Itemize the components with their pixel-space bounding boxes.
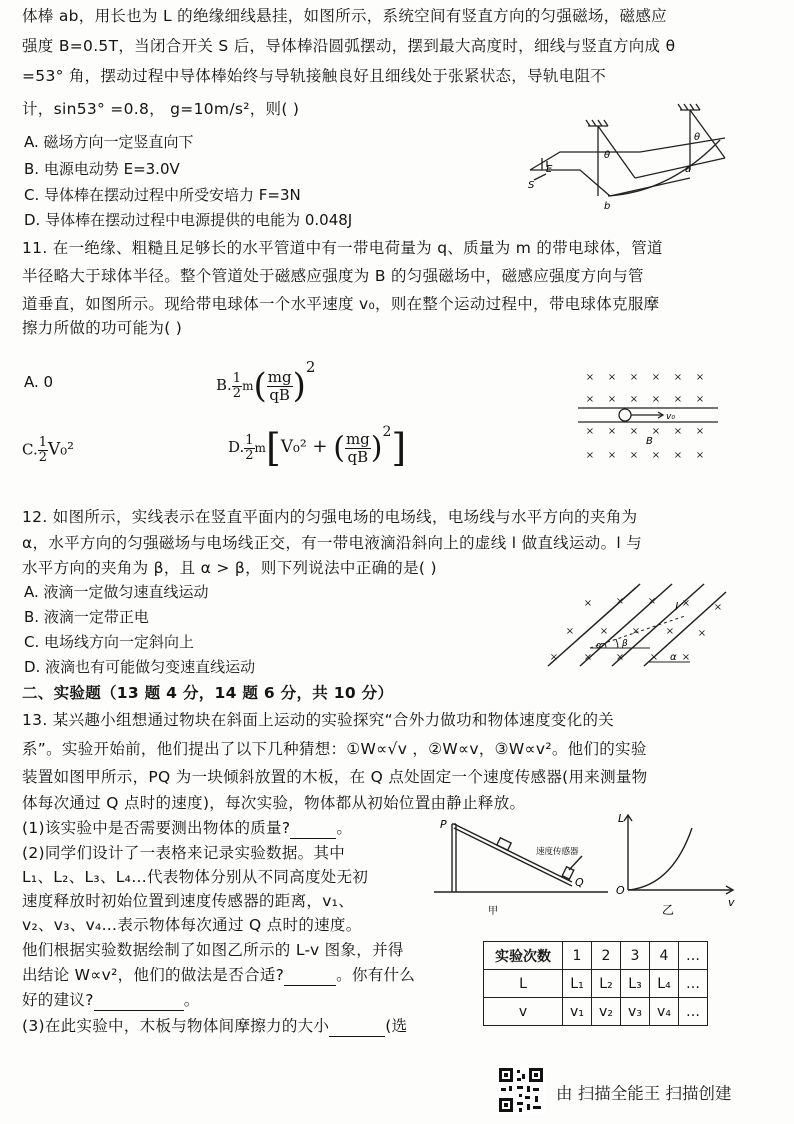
svg-text:×: × bbox=[673, 394, 683, 405]
table-header-cell: 2 bbox=[592, 942, 621, 970]
q11-magnetic-field-crosses bbox=[586, 372, 704, 461]
q13-caption-jia: 甲 bbox=[488, 906, 498, 917]
q13-caption-yi: 乙 bbox=[662, 903, 675, 917]
q10-text-line-2: 强度 B=0.5T，当闭合开关 S 后，导体棒沿圆弧摆动，摆到最大高度时，细线与竖直方向成 θ bbox=[22, 37, 676, 55]
q13-text-line-3: 装置如图甲所示，PQ 为一块倾斜放置的木板，在 Q 点处固定一个速度传感器(用来测量物 bbox=[22, 768, 648, 786]
q13-data-table bbox=[483, 941, 708, 1026]
svg-text:×: × bbox=[607, 450, 617, 461]
q13-sub-2-line-7 bbox=[22, 990, 200, 1011]
table-cell: … bbox=[679, 970, 708, 998]
q10-text-line-1: 体棒 ab，用长也为 L 的绝缘细线悬挂，如图所示，系统空间有竖直方向的匀强磁场，磁感应 bbox=[22, 7, 667, 25]
table-header-cell: 4 bbox=[650, 942, 679, 970]
table-cell: v₄ bbox=[650, 998, 679, 1026]
table-row bbox=[484, 998, 708, 1026]
q11-d-qb: qB bbox=[347, 447, 369, 466]
q11-b-frac-num: 1 bbox=[232, 370, 242, 386]
table-cell: … bbox=[679, 998, 708, 1026]
q11-b-mass: m bbox=[242, 379, 254, 393]
q11-option-b: B. $\frac{1}{2}$ m( $\frac{mg}{qB}$ )$^2$ bbox=[216, 358, 316, 406]
q13-label-q: Q bbox=[575, 876, 584, 889]
q11-d-v0sq: V₀² bbox=[280, 437, 307, 457]
svg-text:×: × bbox=[585, 426, 595, 437]
qr-code-icon bbox=[497, 1066, 545, 1114]
svg-text:×: × bbox=[695, 394, 705, 405]
q12-field-crosses bbox=[550, 596, 722, 663]
svg-text:×: × bbox=[673, 426, 683, 437]
q10-label-b: b bbox=[604, 201, 611, 212]
q10-option-d: D. 导体棒在摆动过程中电源提供的电能为 0.048J bbox=[24, 211, 353, 229]
q13-sub-2-line-6-text: 出结论 W∝v²，他们的做法是否合适? bbox=[22, 966, 285, 984]
svg-text:×: × bbox=[607, 372, 617, 383]
q10-label-e: E bbox=[546, 164, 553, 175]
q11-option-a: A. 0 bbox=[24, 373, 54, 391]
q12-option-c: C. 电场线方向一定斜向上 bbox=[24, 633, 195, 651]
svg-text:×: × bbox=[629, 372, 639, 383]
svg-text:×: × bbox=[673, 372, 683, 383]
table-cell: L bbox=[484, 970, 563, 998]
q10-text-line-4: 计，sin53° =0.8， g=10m/s²，则( ) bbox=[22, 100, 300, 118]
svg-text:×: × bbox=[583, 598, 593, 609]
q11-d-mg: mg bbox=[345, 429, 370, 448]
q10-label-s: S bbox=[528, 180, 535, 191]
svg-text:×: × bbox=[615, 652, 625, 663]
q11-d-frac-den: 2 bbox=[245, 447, 254, 463]
svg-text:×: × bbox=[697, 628, 707, 639]
svg-text:×: × bbox=[629, 394, 639, 405]
q13-label-l-axis: L bbox=[618, 812, 625, 825]
q13-figure-yi bbox=[612, 812, 738, 926]
svg-text:×: × bbox=[631, 626, 641, 637]
section-2-title: 二、实验题（13 题 4 分，14 题 6 分，共 10 分） bbox=[22, 684, 394, 702]
q11-option-d-prefix: D. bbox=[228, 438, 245, 456]
svg-text:×: × bbox=[649, 652, 659, 663]
table-cell: L₃ bbox=[621, 970, 650, 998]
q13-text-line-4: 体每次通过 Q 点时的速度)，每次实验，物体都从初始位置由静止释放。 bbox=[22, 794, 526, 812]
svg-text:×: × bbox=[599, 626, 609, 637]
svg-text:×: × bbox=[695, 450, 705, 461]
q13-sub-2-blank-2[interactable] bbox=[94, 990, 184, 1011]
q13-label-v-axis: v bbox=[728, 896, 735, 909]
q10-label-theta-1: θ bbox=[604, 150, 611, 161]
q12-label-beta: β bbox=[622, 639, 628, 649]
svg-text:×: × bbox=[607, 394, 617, 405]
q11-tube-figure bbox=[570, 366, 725, 466]
q10-option-b: B. 电源电动势 E=3.0V bbox=[24, 160, 180, 178]
q13-sub-1-end: 。 bbox=[336, 819, 353, 837]
table-row bbox=[484, 970, 708, 998]
q12-text-line-3: 水平方向的夹角为 β，且 α > β，则下列说法中正确的是( ) bbox=[22, 559, 437, 577]
q11-text-line-2: 半径略大于球体半径。整个管道处于磁感应强度为 B 的匀强磁场中，磁感应强度方向与管 bbox=[22, 267, 644, 285]
q10-label-theta-2: θ bbox=[694, 132, 701, 143]
svg-text:×: × bbox=[651, 394, 661, 405]
q12-option-d: D. 液滴也有可能做匀变速直线运动 bbox=[24, 658, 256, 676]
q12-text-line-2: α，水平方向的匀强磁场与电场线正交，有一带电液滴沿斜向上的虚线 l 做直线运动。l 与 bbox=[22, 534, 643, 552]
q11-c-frac-den: 2 bbox=[38, 450, 47, 465]
q12-text-line-1: 12. 如图所示，实线表示在竖直平面内的匀强电场的电场线，电场线与水平方向的夹角为 bbox=[22, 508, 638, 526]
table-cell: v₂ bbox=[592, 998, 621, 1026]
q11-text-line-1: 11. 在一绝缘、粗糙且足够长的水平管道中有一带电荷量为 q、质量为 m 的带电球体，管道 bbox=[22, 239, 663, 257]
scanner-watermark: 由 扫描全能王 扫描创建 bbox=[556, 1084, 732, 1103]
svg-text:×: × bbox=[565, 626, 575, 637]
svg-text:×: × bbox=[681, 652, 691, 663]
svg-text:×: × bbox=[651, 372, 661, 383]
q11-c-frac-num: 1 bbox=[38, 435, 47, 450]
table-cell: L₄ bbox=[650, 970, 679, 998]
q13-sub-2-line-3: 速度释放时初始位置到速度传感器的距离，v₁、 bbox=[22, 892, 354, 910]
q10-label-a: a bbox=[685, 164, 692, 175]
table-cell: v₃ bbox=[621, 998, 650, 1026]
table-cell: v₁ bbox=[563, 998, 592, 1026]
q11-b-mg: mg bbox=[267, 367, 292, 386]
q11-option-c-prefix: C. bbox=[22, 440, 38, 459]
q13-label-sensor: 速度传感器 bbox=[536, 847, 579, 857]
q10-pendulum-figure bbox=[520, 100, 735, 212]
svg-text:×: × bbox=[651, 426, 661, 437]
q13-sub-3 bbox=[22, 1016, 407, 1037]
table-header-cell: 3 bbox=[621, 942, 650, 970]
q12-field-figure bbox=[540, 576, 730, 672]
q13-sub-3-end: (选 bbox=[385, 1017, 408, 1035]
svg-text:×: × bbox=[647, 596, 657, 607]
svg-text:×: × bbox=[549, 652, 559, 663]
q13-sub-1-text: (1)该实验中是否需要测出物体的质量? bbox=[22, 819, 291, 837]
svg-text:×: × bbox=[585, 450, 595, 461]
svg-text:×: × bbox=[629, 426, 639, 437]
q10-option-c: C. 导体棒在摆动过程中所受安培力 F=3N bbox=[24, 186, 301, 204]
q13-sub-3-text: (3)在此实验中，木板与物体间摩擦力的大小 bbox=[22, 1017, 330, 1035]
svg-text:×: × bbox=[695, 426, 705, 437]
table-row bbox=[484, 942, 708, 970]
q13-sub-2-line-1: (2)同学们设计了一表格来记录实验数据。其中 bbox=[22, 844, 346, 862]
table-cell: L₁ bbox=[563, 970, 592, 998]
q13-label-origin: O bbox=[616, 884, 625, 897]
svg-text:×: × bbox=[713, 602, 723, 613]
svg-text:×: × bbox=[615, 596, 625, 607]
q13-text-line-2: 系”。实验开始前，他们提出了以下几种猜想：①W∝√v ，②W∝v，③W∝v²。他们的实验 bbox=[22, 740, 647, 758]
q13-text-line-1: 13. 某兴趣小组想通过物块在斜面上运动的实验探究“合外力做功和物体速度变化的关 bbox=[22, 711, 615, 729]
svg-text:×: × bbox=[651, 450, 661, 461]
table-header-cell: … bbox=[679, 942, 708, 970]
svg-text:×: × bbox=[665, 626, 675, 637]
table-header-cell: 1 bbox=[563, 942, 592, 970]
q13-sub-2-blank-1[interactable] bbox=[284, 965, 336, 986]
q11-label-b: B bbox=[646, 436, 653, 447]
q13-sub-1 bbox=[22, 818, 352, 839]
q11-d-frac-num: 1 bbox=[245, 432, 254, 448]
q13-sub-2-line-6 bbox=[22, 965, 415, 986]
q11-option-d: D. $\frac{1}{2}$ m[V₀² + ( $\frac{mg}{qB}$ )$^2$] bbox=[228, 424, 407, 470]
q13-figure-jia bbox=[432, 812, 614, 926]
svg-text:×: × bbox=[607, 426, 617, 437]
svg-text:×: × bbox=[629, 450, 639, 461]
q11-text-line-4: 擦力所做的功可能为( ) bbox=[22, 319, 183, 337]
svg-text:×: × bbox=[673, 450, 683, 461]
svg-text:×: × bbox=[585, 372, 595, 383]
table-cell: L₂ bbox=[592, 970, 621, 998]
q12-label-l: l bbox=[675, 600, 679, 613]
q13-sub-2-line-4: v₂、v₃、v₄…表示物体每次通过 Q 点时的速度。 bbox=[22, 916, 362, 934]
q11-b-frac-den: 2 bbox=[232, 385, 242, 401]
q10-text-line-3: =53° 角，摆动过程中导体棒始终与导轨接触良好且细线处于张紧状态，导轨电阻不 bbox=[22, 67, 607, 85]
q11-option-b-prefix: B. bbox=[216, 376, 232, 394]
q11-d-mass: m bbox=[254, 441, 266, 455]
q11-text-line-3: 道垂直，如图所示。现给带电球体一个水平速度 v₀，则在整个运动过程中，带电球体克服摩 bbox=[22, 295, 660, 313]
svg-text:×: × bbox=[583, 652, 593, 663]
q13-label-p: P bbox=[440, 818, 447, 831]
svg-text:×: × bbox=[681, 598, 691, 609]
q10-option-a: A. 磁场方向一定竖直向下 bbox=[24, 133, 194, 151]
q13-sub-3-blank[interactable] bbox=[329, 1016, 385, 1037]
q11-label-v0: v₀ bbox=[666, 412, 675, 422]
q11-d-square: 2 bbox=[382, 424, 392, 440]
q13-sub-2-line-6-end: 。你有什么 bbox=[336, 966, 416, 984]
q11-option-c bbox=[22, 436, 74, 465]
q11-b-qb: qB bbox=[269, 385, 290, 404]
q11-c-v0sq: V₀² bbox=[48, 439, 74, 460]
q13-sub-2-line-2: L₁、L₂、L₃、L₄…代表物体分别从不同高度处无初 bbox=[22, 868, 369, 886]
table-cell: v bbox=[484, 998, 563, 1026]
q13-sub-1-blank[interactable] bbox=[290, 818, 336, 839]
q12-option-b: B. 液滴一定带正电 bbox=[24, 608, 149, 626]
q11-b-square: 2 bbox=[305, 358, 316, 376]
svg-text:×: × bbox=[585, 394, 595, 405]
q13-sub-2-line-5: 他们根据实验数据绘制了如图乙所示的 L-v 图象，并得 bbox=[22, 941, 404, 959]
q13-sub-2-line-7-text: 好的建议? bbox=[22, 991, 94, 1009]
q13-sub-2-line-7-end: 。 bbox=[183, 991, 200, 1009]
q12-label-alpha-2: α bbox=[670, 652, 677, 663]
svg-text:×: × bbox=[695, 372, 705, 383]
q12-option-a: A. 液滴一定做匀速直线运动 bbox=[24, 583, 209, 601]
q12-label-alpha-1: α bbox=[596, 641, 602, 651]
table-header-cell: 实验次数 bbox=[484, 942, 563, 970]
